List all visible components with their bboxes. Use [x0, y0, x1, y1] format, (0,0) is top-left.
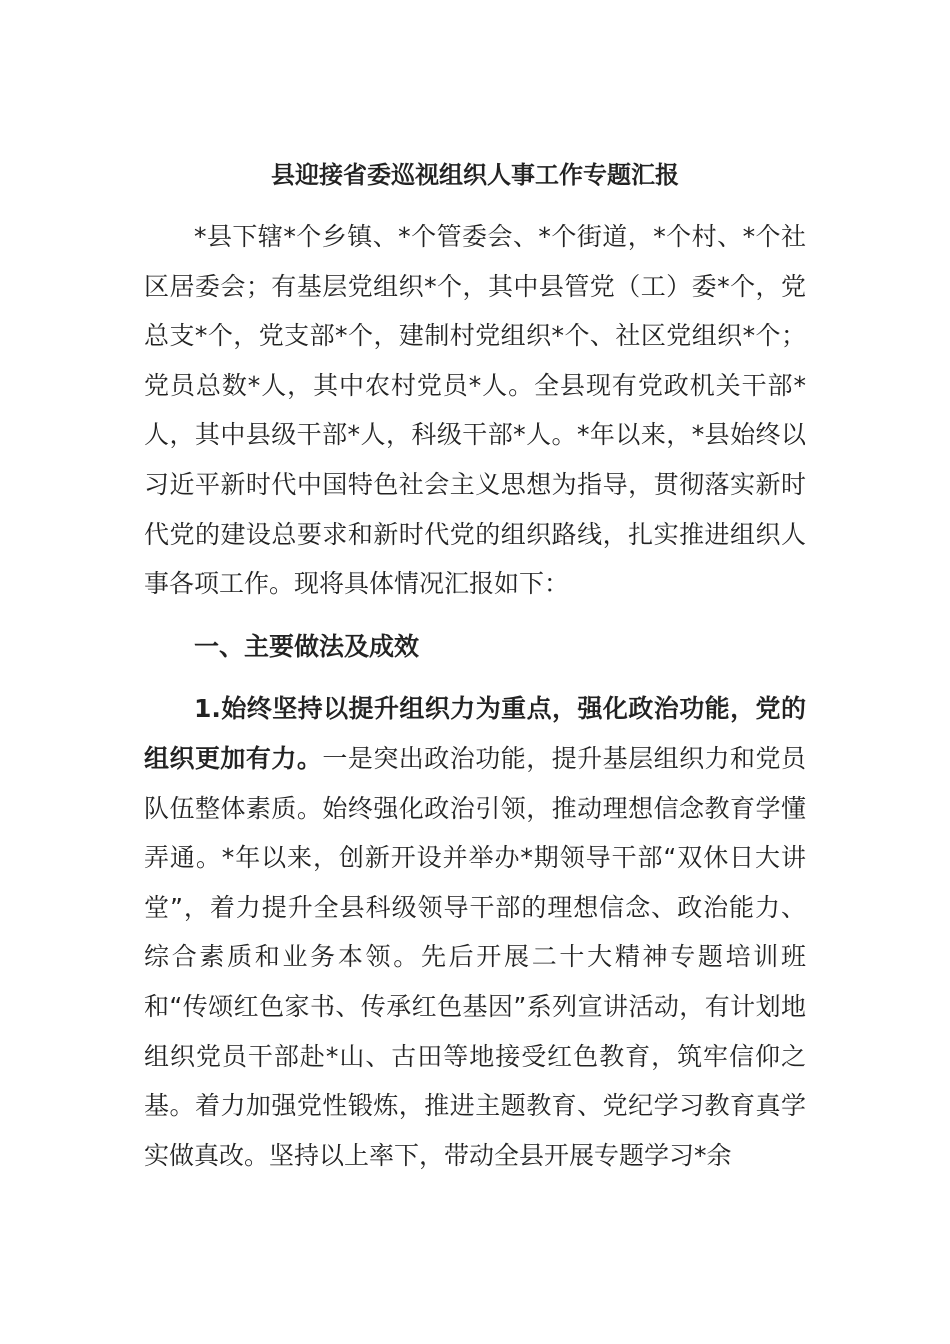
point-paragraph [144, 684, 806, 1180]
document-title: 县迎接省委巡视组织人事工作专题汇报 [271, 161, 679, 189]
intro-paragraph: *县下辖*个乡镇、*个管委会、*个街道，*个村、*个社区居委会；有基层党组织*个，其中县管党（工）委*个，党总支*个，党支部*个，建制村党组织*个、社区党组织*个；党员总数*人，其中农村党员*人。全县现有党政机关干部*人，其中县级干部*人，科级干部*人。*年以来，*县始终以习近平新时代中国特色社会主义思想为指导，贯彻落实新时代党的建设总要求和新时代党的组织路线，扎实推进组织人事各项工作。现将具体情况汇报如下： [144, 222, 806, 599]
point-lead: 1.始终坚持以提升组织力为重点，强化政治功能，党的组织更加有力。 [144, 694, 806, 773]
point-body: 一是突出政治功能，提升基层组织力和党员队伍整体素质。始终强化政治引领，推动理想信念教育学懂弄通。*年以来，创新开设并举办*期领导干部“双休日大讲堂”，着力提升全县科级领导干部的理想信念、政治能力、综合素质和业务本领。先后开展二十大精神专题培训班和“传颂红色家书、传承红色基因”系列宣讲活动，有计划地组织党员干部赴*山、古田等地接受红色教育，筑牢信仰之基。着力加强党性锻炼，推进主题教育、党纪学习教育真学实做真改。坚持以上率下，带动全县开展专题学习*余 [144, 743, 806, 1170]
section-heading: 一、主要做法及成效 [194, 631, 420, 661]
document-page [144, 150, 806, 1180]
